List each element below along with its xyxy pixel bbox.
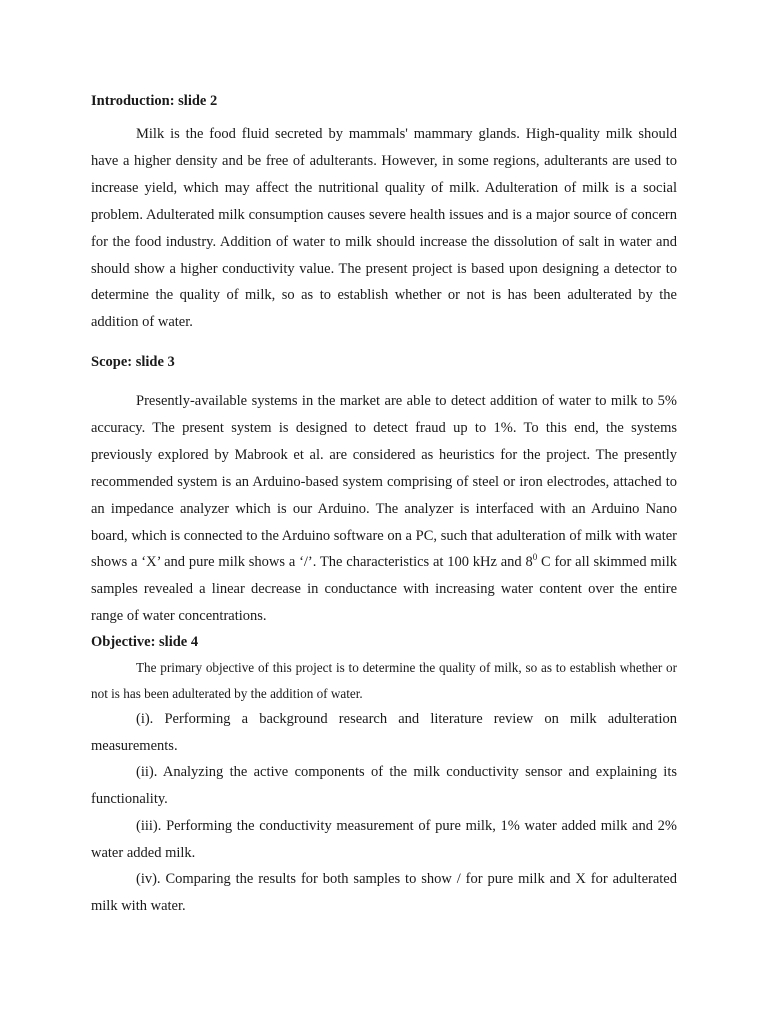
intro-heading: Introduction: slide 2 xyxy=(91,93,218,109)
intro-paragraph: Milk is the food fluid secreted by mammals' mammary glands. High-quality milk should have a higher density and be free of adulterants. However, in some regions, adulterants are used to increase yield, which may affect the nutritional quality of milk. Adulteration of milk is a social problem. Adulterated milk consumption causes severe health issues and is a major source of concern for the food industry. Addition of water to milk should increase the dissolution of salt in water and should show a higher conductivity value. The present project is based upon designing a detector to determine the quality of milk, so as to establish whether or not is has been adulterated by the addition of water. xyxy=(91,126,677,331)
scope-paragraph xyxy=(91,388,677,630)
scope-heading: Scope: slide 3 xyxy=(91,354,175,370)
objective-item-2: (ii). Analyzing the active components of the milk conductivity sensor and explaining its functionality. xyxy=(91,764,677,807)
objective-paragraph: The primary objective of this project is to determine the quality of milk, so as to establish whether or not is has been adulterated by the addition of water. xyxy=(91,660,677,701)
objective-item-4: (iv). Comparing the results for both samples to show / for pure milk and X for adulterated milk with water. xyxy=(91,871,677,914)
objective-heading: Objective: slide 4 xyxy=(91,634,199,650)
scope-text-part-2: C for all skimmed milk samples revealed a linear decrease in conductance with increasing water content over the entire range of water concentrations. xyxy=(91,554,677,625)
scope-text-part-1: Presently-available systems in the market are able to detect addition of water to milk to 5% accuracy. The present system is designed to detect fraud up to 1%. To this end, the systems previously explored by Mabrook et al. are considered as heuristics for the project. The presently recommended system is an Arduino-based system comprising of steel or iron electrodes, attached to an impedance analyzer which is our Arduino. The analyzer is interfaced with an Arduino Nano board, which is connected to the Arduino software on a PC, such that adulteration of milk with water shows a ‘X’ and pure milk shows a ‘/’. The characteristics at 100 kHz and 8 xyxy=(91,393,677,571)
degree-superscript: 0 xyxy=(532,552,538,563)
objective-item-1: (i). Performing a background research and literature review on milk adulteration measurements. xyxy=(91,711,677,754)
objective-item-3: (iii). Performing the conductivity measurement of pure milk, 1% water added milk and 2% water added milk. xyxy=(91,818,677,861)
